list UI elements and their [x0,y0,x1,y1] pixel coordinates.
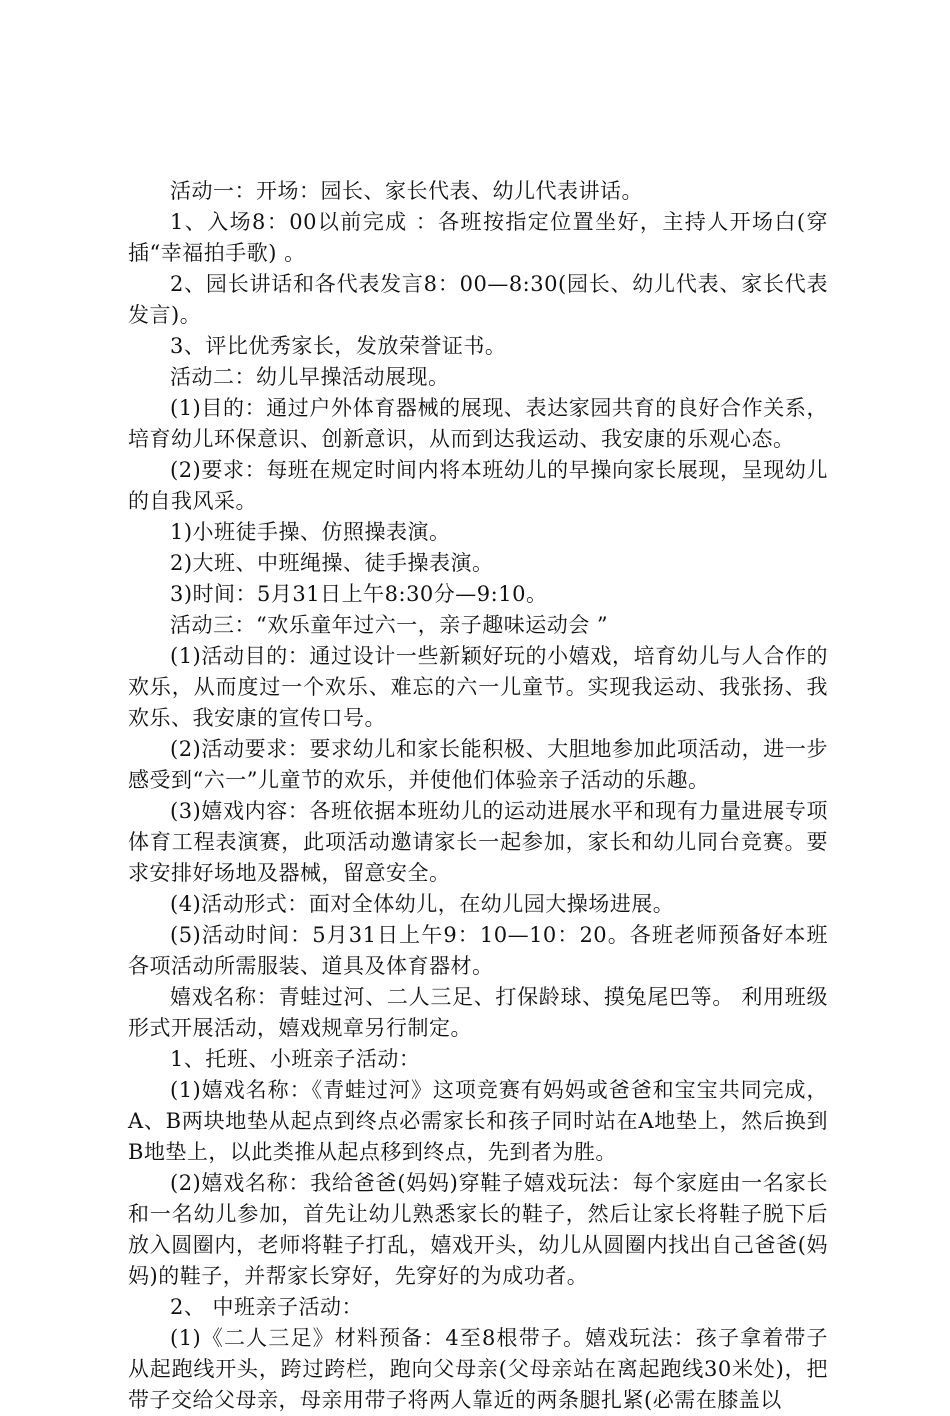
paragraph: (1)目的：通过户外体育器械的展现、表达家园共育的良好合作关系，培育幼儿环保意识、创新意识，从而到达我运动、我安康的乐观心态。 [128,396,828,451]
paragraph: 2、园长讲话和各代表发言8：00—8:30(园长、幼儿代表、家长代表发言)。 [128,272,828,327]
paragraph: (5)活动时间：5月31日上午9：10—10：20。各班老师预备好本班各项活动所需服装、道具及体育器材。 [128,923,828,978]
paragraph: 1、入场8：00以前完成 ：各班按指定位置坐好，主持人开场白(穿插“幸福拍手歌) 。 [128,210,828,265]
paragraph: (1)活动目的：通过设计一些新颖好玩的小嬉戏，培育幼儿与人合作的欢乐，从而度过一个欢乐、难忘的六一儿童节。实现我运动、我张扬、我欢乐、我安康的宣传口号。 [128,644,828,730]
paragraph: 活动一：开场：园长、家长代表、幼儿代表讲话。 [170,179,643,203]
paragraph: 1、托班、小班亲子活动： [170,1047,421,1071]
paragraph: (1)《二人三足》材料预备：4至8根带子。嬉戏玩法：孩子拿着带子从起跑线开头，跨过跨栏，跑向父母亲(父母亲站在离起跑线30米处)，把带子交给父母亲，母亲用带子将两人靠近的两条腿扎紧(必需在膝盖以 [128,1326,828,1412]
paragraph: (2)活动要求：要求幼儿和家长能积极、大胆地参加此项活动，进一步感受到“六一”儿童节的欢乐，并使他们体验亲子活动的乐趣。 [128,737,828,792]
paragraph: 3、评比优秀家长，发放荣誉证书。 [170,334,507,358]
paragraph: (1)嬉戏名称：《青蛙过河》这项竞赛有妈妈或爸爸和宝宝共同完成，A、B两块地垫从起点到终点必需家长和孩子同时站在A地垫上，然后换到B地垫上，以此类推从起点移到终点，先到者为胜。 [128,1078,828,1164]
paragraph: 嬉戏名称：青蛙过河、二人三足、打保龄球、摸兔尾巴等。 利用班级形式开展活动，嬉戏规章另行制定。 [128,985,828,1040]
paragraph: (4)活动形式：面对全体幼儿，在幼儿园大操场进展。 [170,892,675,916]
paragraph: 活动二：幼儿早操活动展现。 [170,365,450,389]
paragraph: 3)时间：5月31日上午8:30分—9:10。 [170,582,548,606]
paragraph: (2)要求：每班在规定时间内将本班幼儿的早操向家长展现，呈现幼儿的自我风采。 [128,458,828,513]
paragraph: 活动三：“欢乐童年过六一，亲子趣味运动会 ” [170,613,609,637]
paragraph: (3)嬉戏内容：各班依据本班幼儿的运动进展水平和现有力量进展专项体育工程表演赛，此项活动邀请家长一起参加，家长和幼儿同台竞赛。要求安排好场地及器械，留意安全。 [128,799,828,885]
paragraph: (2)嬉戏名称：我给爸爸(妈妈)穿鞋子嬉戏玩法：每个家庭由一名家长和一名幼儿参加，首先让幼儿熟悉家长的鞋子，然后让家长将鞋子脱下后放入圆圈内，老师将鞋子打乱，嬉戏开头，幼儿从圆圈内找出自己爸爸(妈妈)的鞋子，并帮家长穿好，先穿好的为成功者。 [128,1171,828,1288]
paragraph: 2、 中班亲子活动： [170,1295,364,1319]
paragraph: 2)大班、中班绳操、徒手操表演。 [170,551,494,575]
paragraph: 1)小班徒手操、仿照操表演。 [170,520,451,544]
document-body [128,176,828,1416]
